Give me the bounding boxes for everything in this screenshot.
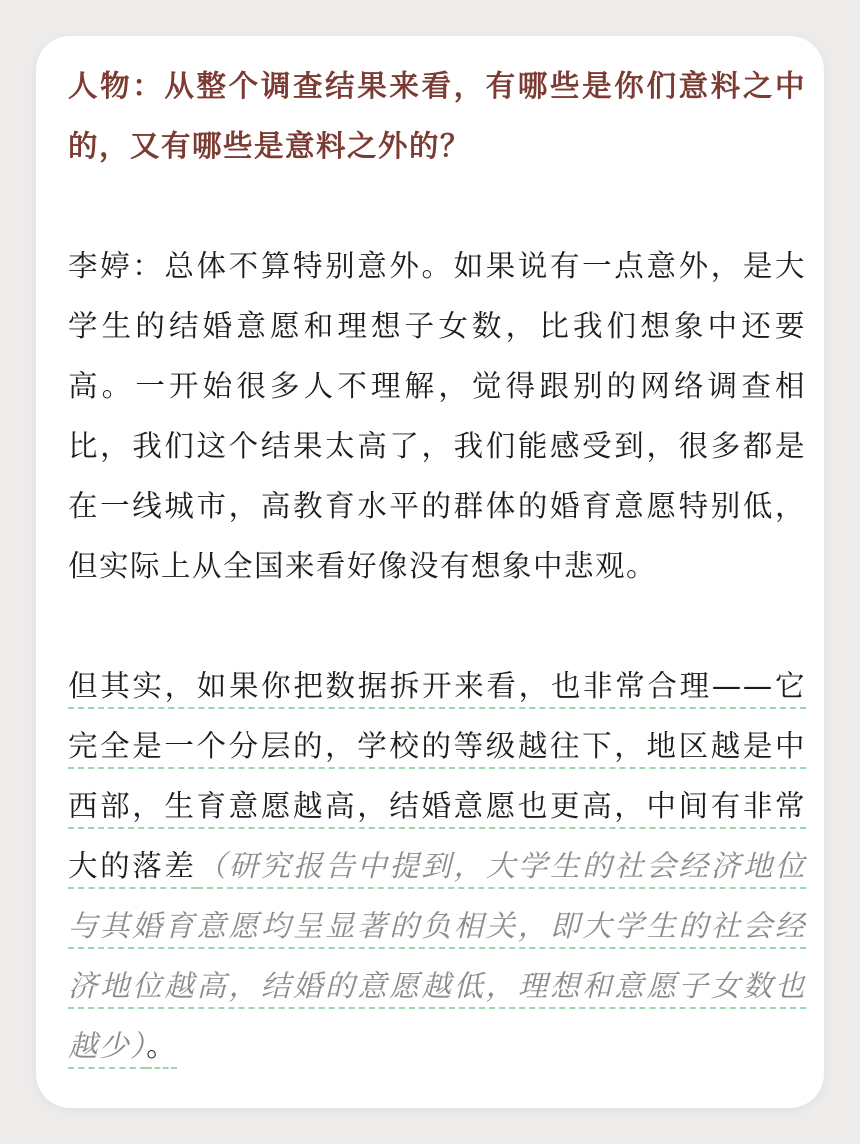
- analysis-paragraph: [68, 656, 806, 1076]
- article-body: [68, 56, 806, 1076]
- article-card: [36, 36, 824, 1108]
- closing-punctuation: 。: [146, 1029, 177, 1069]
- interview-answer: 李婷：总体不算特别意外。如果说有一点意外，是大学生的结婚意愿和理想子女数，比我们想象中还要高。一开始很多人不理解，觉得跟别的网络调查相比，我们这个结果太高了，我们能感受到，很多都是在一线城市，高教育水平的群体的婚育意愿特别低，但实际上从全国来看好像没有想象中悲观。: [68, 249, 806, 583]
- research-note: （研究报告中提到，大学生的社会经济地位与其婚育意愿均呈显著的负相关，即大学生的社会经济地位越高，结婚的意愿越低，理想和意愿子女数也越少）: [68, 849, 806, 1069]
- interview-question: 人物：从整个调查结果来看，有哪些是你们意料之中的，又有哪些是意料之外的？: [68, 69, 806, 163]
- underlined-main-text: 但其实，如果你把数据拆开来看，也非常合理——它完全是一个分层的，学校的等级越往下，地区越是中西部，生育意愿越高，结婚意愿也更高，中间有非常大的落差: [68, 669, 806, 889]
